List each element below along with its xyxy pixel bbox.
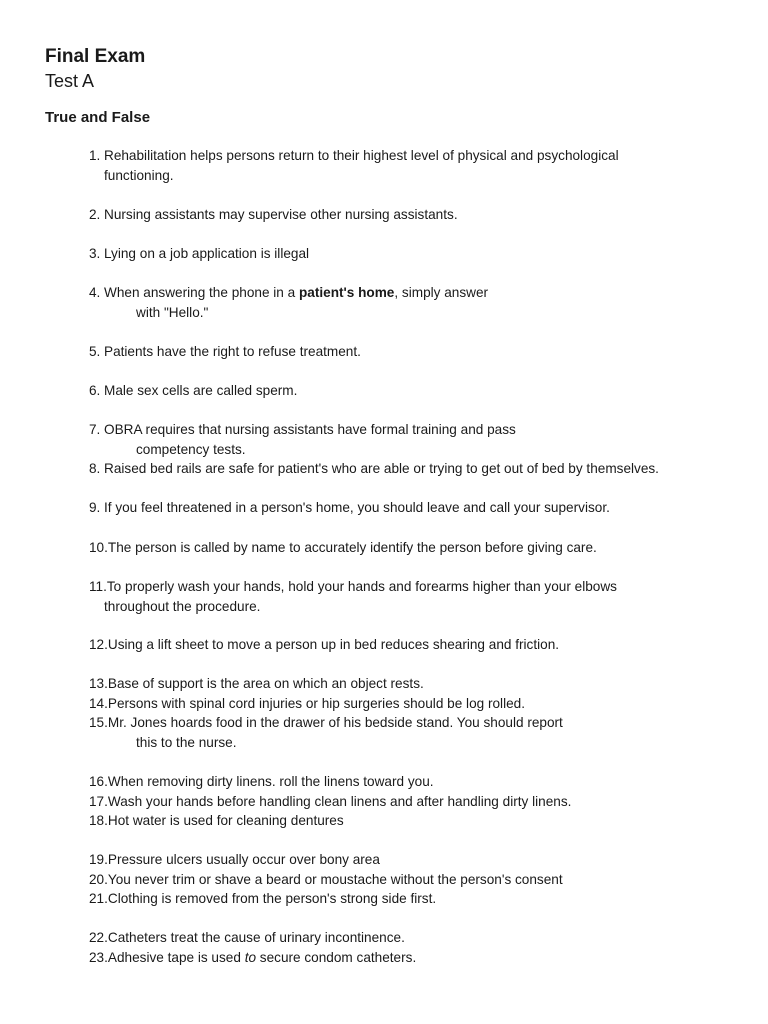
question-item — [89, 792, 729, 812]
question-item — [89, 928, 729, 948]
question-text: Clothing is removed from the person's strong side first. — [107, 891, 437, 906]
question-text: Lying on a job application is illegal — [104, 246, 310, 261]
question-number: 12. — [89, 637, 108, 652]
question-item — [89, 635, 729, 655]
question-number: 10. — [89, 540, 108, 555]
question-text: Rehabilitation helps persons return to their highest level of physical and psychological — [104, 148, 619, 163]
question-text: When answering the phone in a — [104, 285, 299, 300]
question-item — [89, 459, 729, 479]
question-number: 17. — [89, 794, 108, 809]
question-text: When removing dirty linens. roll the linens toward you. — [107, 774, 434, 789]
question-item — [89, 342, 729, 362]
question-item — [89, 381, 729, 401]
question-text-continued: throughout the procedure. — [104, 598, 261, 614]
question-text: Adhesive tape is used — [107, 950, 245, 965]
question-number: 3. — [89, 246, 101, 261]
question-text: Mr. Jones hoards food in the drawer of his bedside stand. You should report — [107, 715, 563, 730]
question-item — [89, 870, 729, 890]
question-text-continued: competency tests. — [136, 441, 246, 457]
question-number: 13. — [89, 676, 108, 691]
question-text-continued: with "Hello." — [136, 304, 209, 320]
question-text: Using a lift sheet to move a person up in bed reduces shearing and friction. — [107, 637, 560, 652]
question-text: You never trim or shave a beard or moustache without the person's consent — [107, 872, 563, 887]
question-text: Raised bed rails are safe for patient's who are able or trying to get out of bed by themselves. — [104, 461, 659, 476]
question-number: 5. — [89, 344, 101, 359]
question-text: Male sex cells are called sperm. — [104, 383, 298, 398]
question-emphasis: to — [244, 950, 257, 965]
question-number: 4. — [89, 285, 101, 300]
question-number: 19. — [89, 852, 108, 867]
question-item — [89, 577, 729, 616]
question-text: OBRA requires that nursing assistants have formal training and pass — [104, 422, 516, 437]
question-number: 20. — [89, 872, 108, 887]
question-number: 8. — [89, 461, 101, 476]
question-number: 6. — [89, 383, 101, 398]
question-text: Hot water is used for cleaning dentures — [107, 813, 344, 828]
question-item — [89, 772, 729, 792]
question-item — [89, 694, 729, 714]
question-item — [89, 889, 729, 909]
question-text: To properly wash your hands, hold your hands and forearms higher than your elbows — [106, 579, 617, 594]
question-text: secure condom catheters. — [256, 950, 417, 965]
question-text: Catheters treat the cause of urinary incontinence. — [107, 930, 405, 945]
question-item — [89, 811, 729, 831]
question-text: Nursing assistants may supervise other nursing assistants. — [104, 207, 458, 222]
document-title: Final Exam — [45, 46, 146, 67]
question-item — [89, 498, 729, 518]
document-subtitle: Test A — [45, 71, 95, 91]
question-number: 22. — [89, 930, 108, 945]
question-number: 9. — [89, 500, 101, 515]
question-item — [89, 205, 729, 225]
question-text: Base of support is the area on which an object rests. — [107, 676, 424, 691]
section-heading: True and False — [45, 109, 151, 126]
question-item — [89, 146, 729, 185]
question-text: Wash your hands before handling clean linens and after handling dirty linens. — [107, 794, 572, 809]
question-item — [89, 538, 729, 558]
question-item — [89, 283, 729, 322]
question-emphasis: patient's home — [298, 285, 395, 300]
question-text-continued: this to the nurse. — [136, 734, 237, 750]
question-number: 2. — [89, 207, 101, 222]
question-text-continued: functioning. — [104, 167, 174, 183]
question-number: 7. — [89, 422, 101, 437]
question-text: The person is called by name to accurately identify the person before giving care. — [107, 540, 597, 555]
question-number: 14. — [89, 696, 108, 711]
question-number: 18. — [89, 813, 108, 828]
question-text: Persons with spinal cord injuries or hip surgeries should be log rolled. — [107, 696, 525, 711]
question-text: Patients have the right to refuse treatment. — [104, 344, 361, 359]
question-item — [89, 420, 729, 459]
question-item — [89, 850, 729, 870]
question-text: Pressure ulcers usually occur over bony area — [107, 852, 380, 867]
question-item — [89, 674, 729, 694]
question-item — [89, 244, 729, 264]
question-number: 1. — [89, 148, 101, 163]
question-item — [89, 713, 729, 752]
question-text: If you feel threatened in a person's home, you should leave and call your supervisor. — [104, 500, 610, 515]
question-text: , simply answer — [394, 285, 489, 300]
question-number: 11. — [89, 579, 107, 594]
question-item — [89, 948, 729, 968]
question-number: 23. — [89, 950, 108, 965]
question-number: 16. — [89, 774, 108, 789]
question-number: 15. — [89, 715, 108, 730]
question-number: 21. — [89, 891, 108, 906]
